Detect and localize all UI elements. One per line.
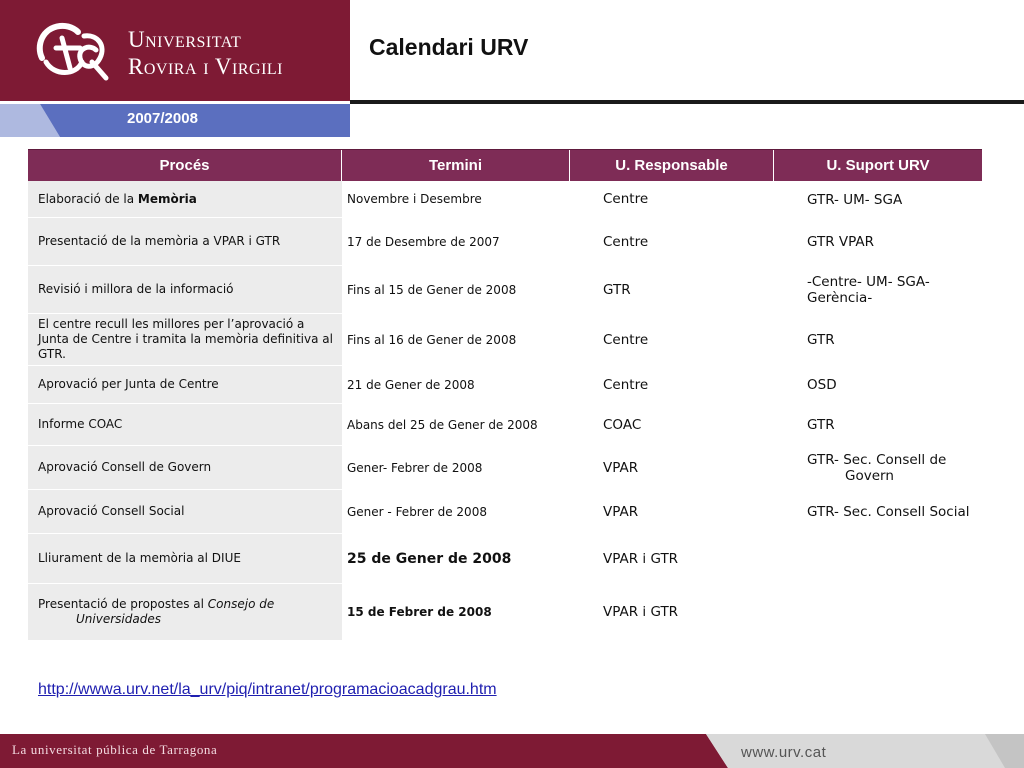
cell-termini: Gener- Febrer de 2008	[347, 460, 483, 475]
table-row	[28, 584, 982, 641]
footer-tagline: La universitat pública de Tarragona	[12, 742, 218, 757]
academic-year: 2007/2008	[127, 110, 198, 127]
cell-termini: Fins al 16 de Gener de 2008	[347, 332, 517, 347]
cell-termini: Gener - Febrer de 2008	[347, 504, 487, 519]
programacio-link[interactable]: http://wwwa.urv.net/la_urv/piq/intranet/programacioacadgrau.htm	[38, 681, 497, 698]
cell-responsable: Centre	[603, 376, 649, 393]
table-row	[28, 266, 982, 314]
cell-suport	[774, 584, 982, 641]
cell-responsable: VPAR i GTR	[603, 604, 679, 620]
cell-suport-text: GTR- Sec. Consell de Govern	[807, 452, 947, 484]
brand-header	[0, 0, 350, 101]
cell-responsable: VPAR	[603, 459, 639, 476]
cell-proces: El centre recull les millores per l’aprovació a Junta de Centre i tramita la memòria definitiva al GTR.	[28, 314, 342, 366]
table-row	[28, 181, 982, 218]
cell-suport	[774, 490, 982, 534]
cell-proces	[28, 584, 342, 641]
cell-termini: 17 de Desembre de 2007	[347, 234, 500, 249]
cell-termini: 21 de Gener de 2008	[347, 377, 475, 392]
cell-responsable: VPAR i GTR	[603, 550, 679, 567]
cell-proces: Presentació de la memòria a VPAR i GTR	[28, 218, 342, 266]
cell-responsable: VPAR	[603, 503, 639, 520]
cell-proces: Informe COAC	[28, 404, 342, 446]
cell-suport: OSD	[807, 377, 837, 393]
cell-suport: GTR VPAR	[807, 234, 875, 250]
cell-termini-text: Abans del 25 de Gener de 2008	[347, 417, 538, 432]
university-name	[128, 26, 283, 80]
cell-suport: GTR	[807, 417, 835, 433]
university-name-line2: Rovira i Virgili	[128, 54, 284, 79]
cell-proces: Aprovació per Junta de Centre	[28, 366, 342, 404]
cell-responsable: Centre	[603, 191, 649, 207]
footer-website: www.urv.cat	[741, 744, 827, 761]
table-row	[28, 314, 982, 366]
cell-proces-italic: Consejo de Universidades	[76, 597, 275, 626]
university-name-line1: Universitat	[128, 27, 242, 52]
cell-termini: 15 de Febrer de 2008	[347, 605, 492, 619]
column-header-termini: Termini	[342, 150, 570, 181]
cell-proces: Aprovació Consell de Govern	[28, 446, 342, 490]
cell-proces-bold: Memòria	[137, 191, 197, 206]
cell-proces: Revisió i millora de la informació	[28, 266, 342, 314]
cell-termini: Fins al 15 de Gener de 2008	[347, 282, 517, 297]
column-header-suport: U. Suport URV	[826, 157, 930, 174]
cell-responsable: Centre	[603, 233, 649, 250]
cell-proces-text: Elaboració de la	[38, 191, 138, 206]
table-row	[28, 218, 982, 266]
table-row	[28, 446, 982, 490]
table-row	[28, 534, 982, 584]
cell-suport	[774, 534, 982, 584]
cell-proces: Lliurament de la memòria al DIUE	[28, 534, 342, 584]
cell-suport: GTR	[807, 332, 835, 348]
cell-termini: 25 de Gener de 2008	[347, 550, 512, 567]
cell-termini	[342, 404, 570, 446]
table-header	[28, 149, 982, 181]
cell-termini: Novembre i Desembre	[347, 192, 482, 206]
cell-responsable: GTR	[603, 281, 631, 298]
cell-suport: -Centre- UM- SGA- Gerència-	[807, 274, 930, 306]
column-header-responsable: U. Responsable	[570, 150, 774, 181]
table-row	[28, 490, 982, 534]
cell-suport: GTR- UM- SGA	[807, 191, 903, 208]
cell-proces: Aprovació Consell Social	[28, 490, 342, 534]
column-header-proces: Procés	[28, 150, 342, 181]
urv-logo-icon	[32, 18, 112, 84]
table-row	[28, 404, 982, 446]
cell-responsable: Centre	[603, 331, 649, 348]
page-title: Calendari URV	[369, 34, 529, 60]
cell-responsable: COAC	[603, 416, 642, 433]
table-row	[28, 366, 982, 404]
cell-proces	[28, 181, 342, 218]
calendar-table	[28, 149, 982, 641]
cell-suport-text: GTR- Sec. Consell Social	[807, 504, 970, 520]
cell-suport	[774, 446, 982, 490]
header-divider	[350, 100, 1024, 104]
cell-proces-text: Presentació de propostes al	[38, 597, 208, 611]
